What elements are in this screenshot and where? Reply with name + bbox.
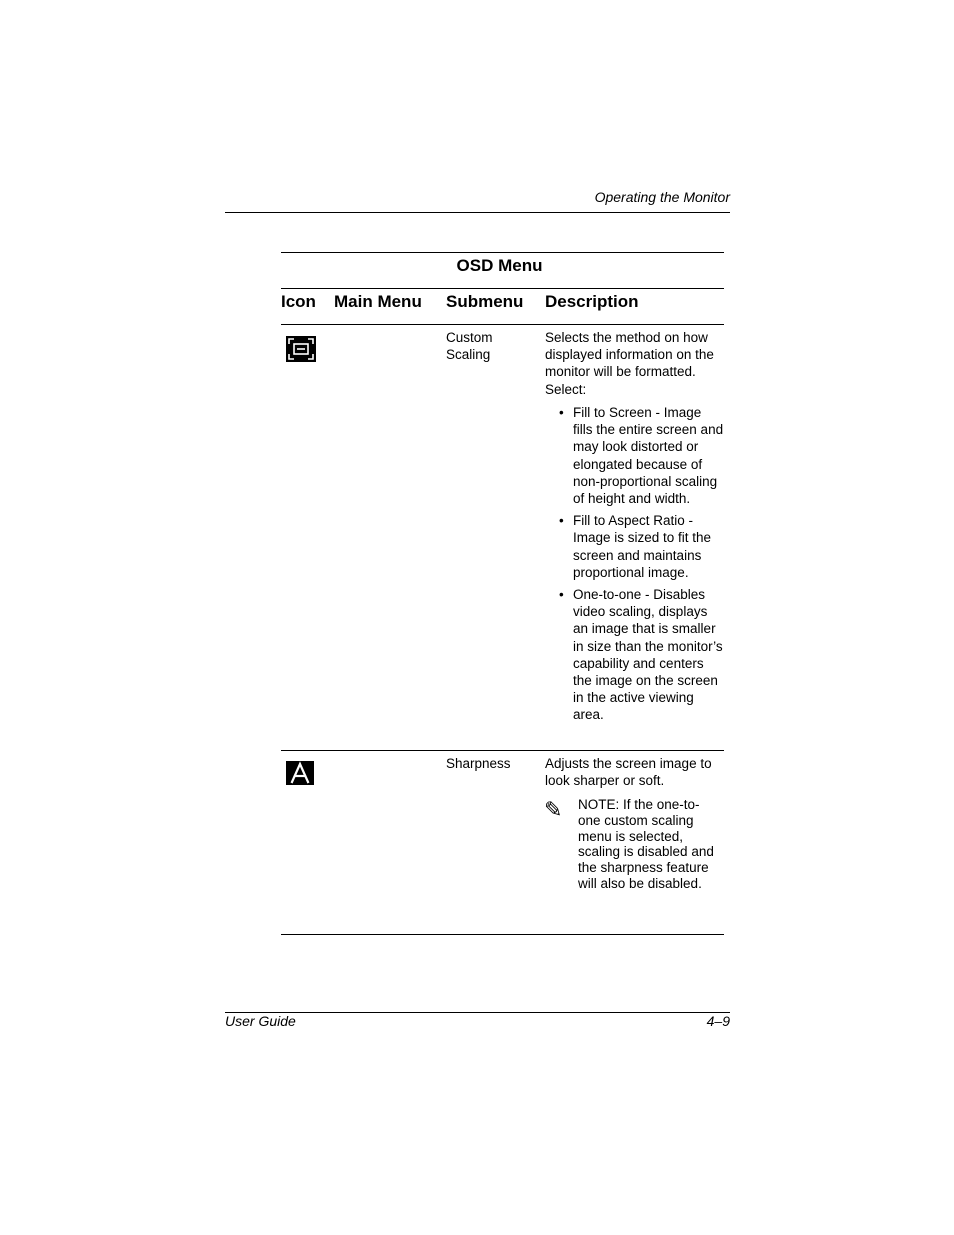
custom-scaling-icon (286, 336, 316, 362)
option-fill-to-screen: Fill to Screen - Image fills the entire screen and may look distorted or elongated because of non-proportional scaling of height and width. (573, 405, 724, 507)
pencil-note-icon: ✎ (544, 797, 563, 822)
list-item: • One-to-one - Disables video scaling, displays an image that is smaller in size than the monitor’s capability and centers the image on the screen in the active viewing area. (559, 587, 723, 723)
running-header: Operating the Monitor (594, 189, 730, 205)
list-item: • Fill to Aspect Ratio - Image is sized to fit the screen and maintains proportional image. (559, 513, 712, 580)
column-header-icon: Icon (281, 292, 316, 311)
sharpness-icon (286, 761, 314, 785)
description-custom-scaling: Selects the method on how displayed information on the monitor will be formatted. Select: (545, 330, 714, 397)
table-bottom-rule (281, 934, 724, 935)
table-title: OSD Menu (456, 256, 543, 275)
title-rule (281, 288, 724, 289)
header-rule (225, 212, 730, 213)
row-divider (281, 750, 724, 751)
list-item: • Fill to Screen - Image fills the entire screen and may look distorted or elongated because of non-proportional scaling of height and width. (559, 405, 724, 507)
column-header-description: Description (545, 292, 639, 311)
submenu-sharpness: Sharpness (446, 756, 511, 771)
footer-title: User Guide (225, 1013, 296, 1029)
page-number: 4–9 (706, 1013, 730, 1029)
column-header-rule (281, 324, 724, 325)
note-text: NOTE: If the one-to-one custom scaling menu is selected, scaling is disabled and the sharpness feature will also be disabled. (578, 797, 714, 891)
scaling-options-list (559, 404, 724, 729)
table-top-rule (281, 252, 724, 253)
option-one-to-one: One-to-one - Disables video scaling, displays an image that is smaller in size than the monitor’s capability and centers the image on the screen in the active viewing area. (573, 587, 723, 723)
column-header-submenu: Submenu (446, 292, 524, 311)
description-sharpness: Adjusts the screen image to look sharper or soft. (545, 756, 712, 789)
option-fill-to-aspect-ratio: Fill to Aspect Ratio - Image is sized to fit the screen and maintains proportional image. (573, 513, 712, 580)
submenu-custom-scaling: Custom Scaling (446, 330, 493, 363)
column-header-main-menu: Main Menu (334, 292, 422, 311)
